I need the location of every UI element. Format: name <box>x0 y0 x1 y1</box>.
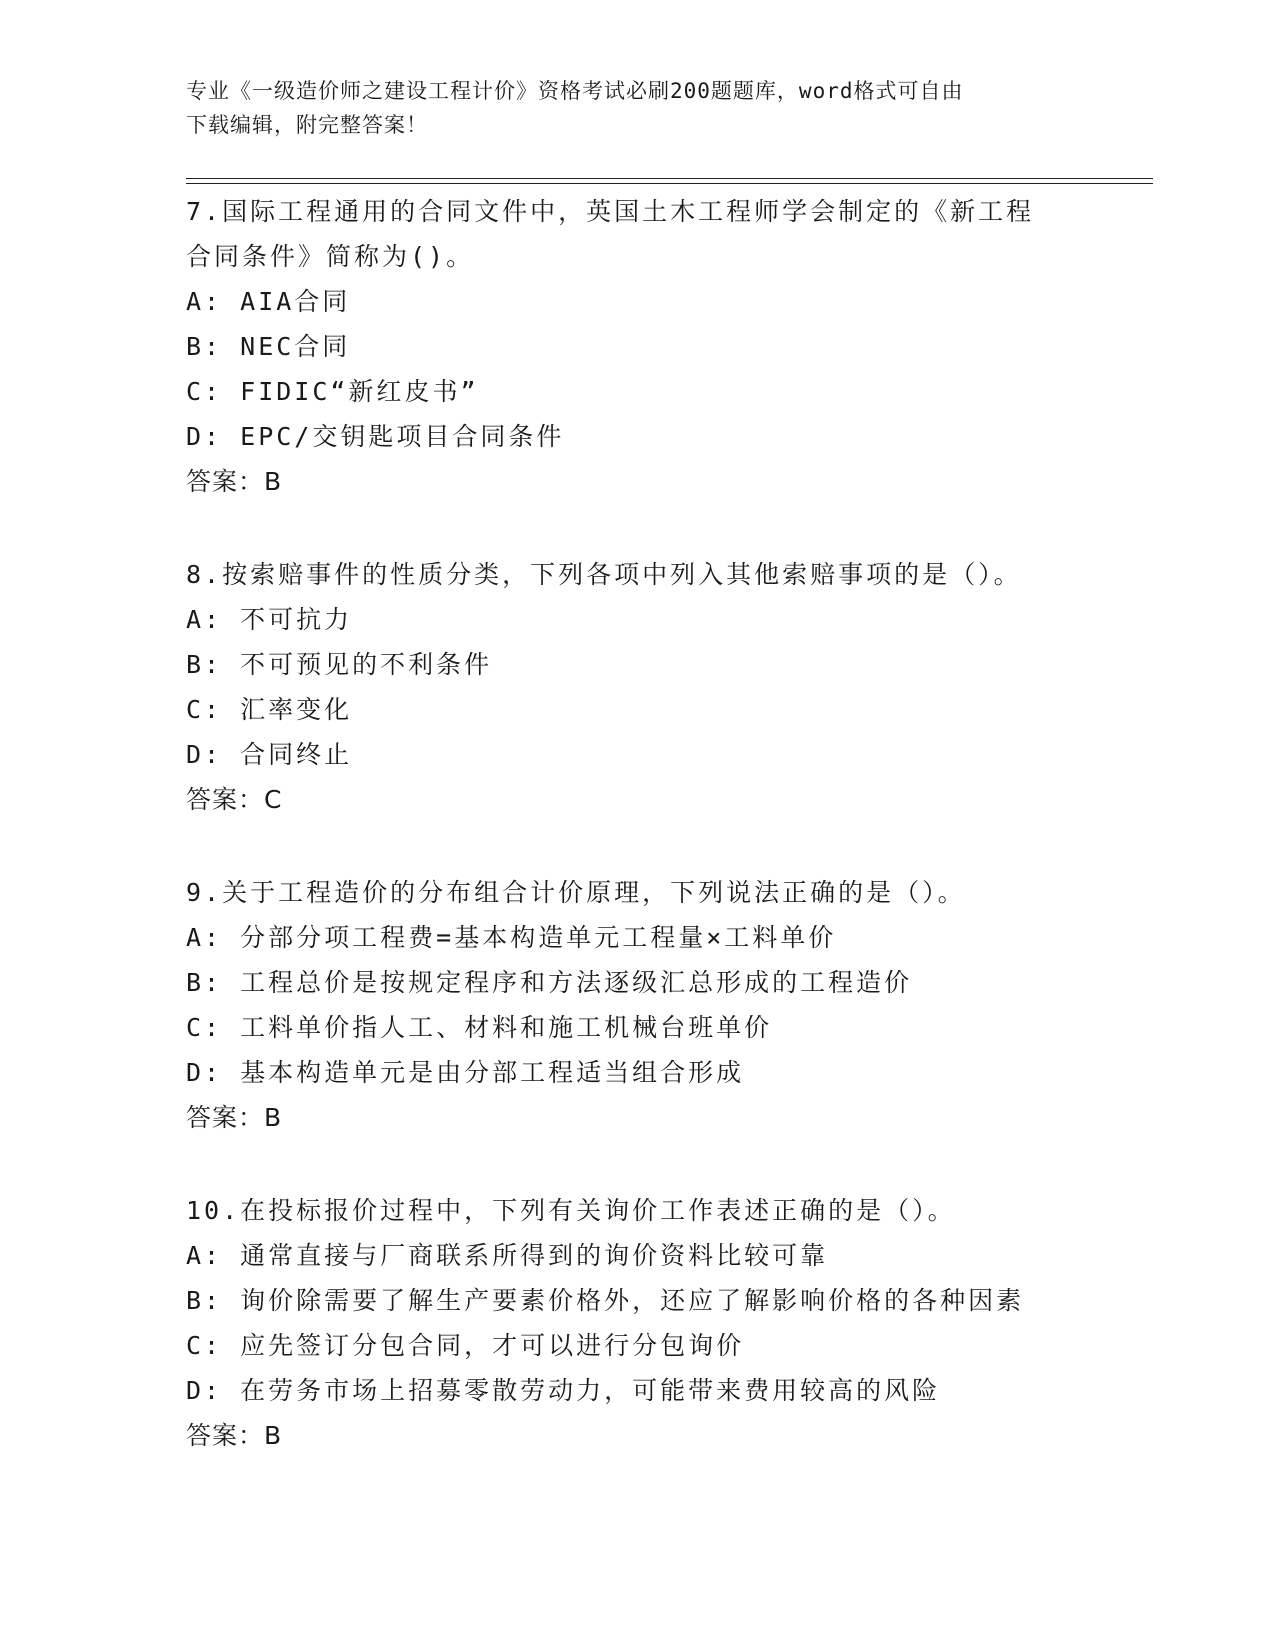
question-9 <box>186 870 1086 1140</box>
option-d: D: 合同终止 <box>186 740 353 769</box>
answer: 答案：B <box>186 1421 283 1450</box>
option-a: A: 通常直接与厂商联系所得到的询价资料比较可靠 <box>186 1241 829 1270</box>
question-10 <box>186 1188 1086 1458</box>
document-header <box>186 74 1066 142</box>
header-divider-bottom <box>186 183 1153 184</box>
option-d: D: 在劳务市场上招募零散劳动力，可能带来费用较高的风险 <box>186 1376 941 1405</box>
option-b: B: 工程总价是按规定程序和方法逐级汇总形成的工程造价 <box>186 968 913 997</box>
header-line-1: 专业《一级造价师之建设工程计价》资格考试必刷200题题库，word格式可自由 <box>186 79 964 103</box>
option-b: B: 询价除需要了解生产要素价格外，还应了解影响价格的各种因素 <box>186 1286 1025 1315</box>
question-stem: 7.国际工程通用的合同文件中，英国土木工程师学会制定的《新工程 <box>186 197 1035 226</box>
option-d: D: 基本构造单元是由分部工程适当组合形成 <box>186 1058 745 1087</box>
option-a: A: AIA合同 <box>186 287 351 316</box>
answer: 答案：B <box>186 467 283 496</box>
option-d: D: EPC/交钥匙项目合同条件 <box>186 422 565 451</box>
question-stem: 9.关于工程造价的分布组合计价原理，下列说法正确的是（）。 <box>186 878 966 907</box>
header-divider-top <box>186 178 1153 179</box>
question-stem-continued: 合同条件》简称为()。 <box>186 242 475 271</box>
option-c: C: FIDIC“新红皮书” <box>186 377 479 406</box>
question-7 <box>186 189 1086 504</box>
option-a: A: 不可抗力 <box>186 605 353 634</box>
header-line-2: 下载编辑，附完整答案！ <box>186 113 428 137</box>
option-b: B: NEC合同 <box>186 332 351 361</box>
option-c: C: 工料单价指人工、材料和施工机械台班单价 <box>186 1013 773 1042</box>
option-c: C: 应先签订分包合同，才可以进行分包询价 <box>186 1331 745 1360</box>
question-stem: 10.在投标报价过程中，下列有关询价工作表述正确的是（）。 <box>186 1196 956 1225</box>
question-8 <box>186 552 1086 822</box>
answer: 答案：C <box>186 785 283 814</box>
option-c: C: 汇率变化 <box>186 695 353 724</box>
question-stem: 8.按索赔事件的性质分类，下列各项中列入其他索赔事项的是（）。 <box>186 560 1022 589</box>
answer: 答案：B <box>186 1103 283 1132</box>
option-a: A: 分部分项工程费=基本构造单元工程量×工料单价 <box>186 923 837 952</box>
option-b: B: 不可预见的不利条件 <box>186 650 493 679</box>
